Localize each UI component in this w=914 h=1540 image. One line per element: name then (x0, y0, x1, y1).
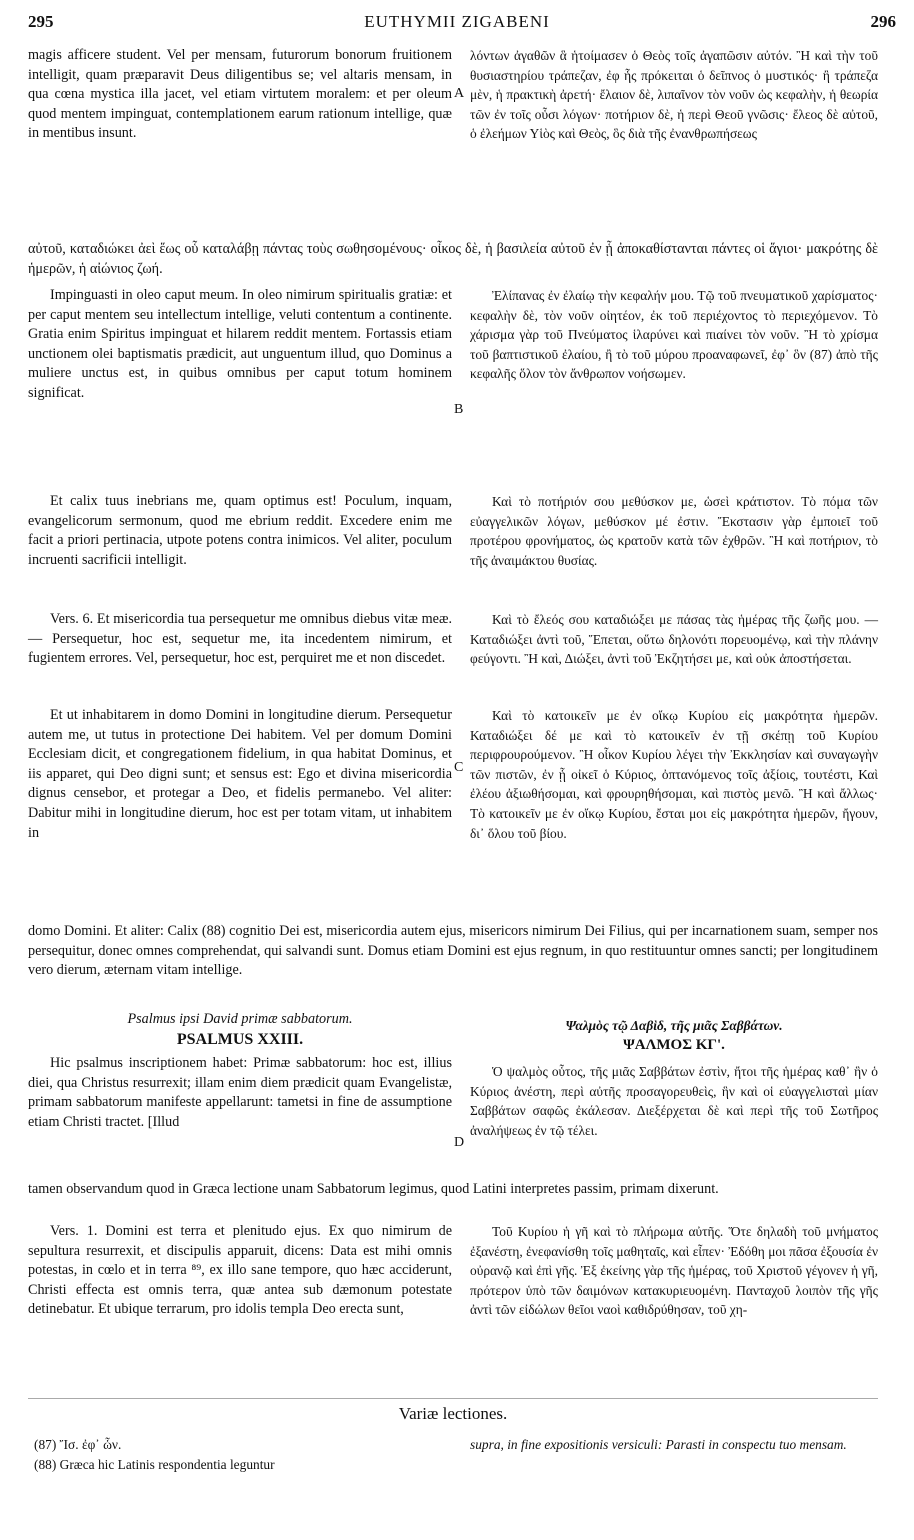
greek-fullwidth-line: αὐτοῦ, καταδιώκει ἀεὶ ἕως οὗ καταλάβῃ πάντας τοὺς σωθησομένους· οἶκος δὲ, ἡ βασιλεία αὐτοῦ ἐν ᾗ ἀποκαθίστανται πάντες οἱ ἅγιοι· μακρότης δὲ ἡμερῶν, ἡ αἰώνιος ζωή. (28, 241, 878, 277)
margin-letter-d: D (454, 1135, 465, 1150)
running-title: EUTHYMII ZIGABENI (364, 12, 550, 31)
latin-paragraph-1: magis afficere student. Vel per mensam, futurorum bonorum fruitionem intelligit, quam præparavit Deus diligentibus se; vel altaris mensam, in qua cœna mystica illa jacet, vel etiam virtutem moralem: et per oleum quod mentem impinguat, contemplationem earum rationum intellige, quæ in mentibus insunt. (28, 47, 452, 142)
latin-paragraph-4: Vers. 6. Et misericordia tua persequetur me omnibus diebus vitæ meæ. — Persequetur, hoc est, sequetur me, ita incedentem nimirum, et fugientem errores. Vel, persequetur, hoc est, perquiret me et non discedet. (28, 611, 452, 667)
latin-fullwidth-note: tamen observandum quod in Græca lectione unam Sabbatorum legimus, quod Latini interpretes passim, primam dixerunt. (28, 1181, 719, 1197)
margin-letter-b: B (454, 402, 464, 417)
footnote-87: (87) Ἴσ. ἐφ᾽ ὧν. (34, 1437, 122, 1452)
variae-lectiones-heading: Variæ lectiones. (398, 1404, 508, 1423)
greek-paragraph-2: Ἐλίπανας ἐν ἐλαίῳ τὴν κεφαλήν μου. Τῷ τοῦ πνευματικοῦ χαρίσματος· κεφαλὴν δὲ, τὸν νοῦν οἰητέον, ἐκ τοῦ περιέχοντος τὸ περιεχόμενον. Τὸ χάρισμα γὰρ τοῦ Πνεύματος ἱλαρύνει καὶ πιαίνει τὸν νοῦν. Ἢ τὸ χρίσμα τοῦ βαπτιστικοῦ ἐλαίου, ἢ τὸ τοῦ μύρου προαναφωνεῖ, ἐφ᾽ ὃν (87) ἀπὸ τῆς κεφαλῆς ὅλον τὸν ἄνθρωπον νοήσωμεν. (470, 288, 878, 382)
latin-paragraph-5: Et ut inhabitarem in domo Domini in longitudine dierum. Persequetur autem me, ut tutus in protectione Dei habitem. Vel per domum Domini Ecclesiam dicit, et congregationem fidelium, in qua habitat Dominus, et iis apparet, qui Deo digni sunt; et sensus est: Ego et divina misericordia dignus censebor, et protegar a Deo, et fidelis permanebo. Vel aliter: Dabitur mihi in longitudine dierum, hoc est per totam vitam, ut inhabitem in (28, 707, 452, 841)
greek-paragraph-7: Τοῦ Κυρίου ἡ γῆ καὶ τὸ πλήρωμα αὐτῆς. Ὅτε δηλαδὴ τοῦ μνήματος ἐξανέστη, ἐνεφανίσθη τοῖς μαθηταῖς, καὶ εἶπεν· Ἐδόθη μοι πᾶσα ἐξουσία ἐν οὐρανῷ καὶ ἐπὶ γῆς. Ἐξ ἐκείνης γὰρ τῆς ἡμέρας, τοῦ Χριστοῦ γέγονεν ἡ γῆ, πρότερον ὑπὸ τῶν δαιμόνων κατακυριευομένη. Πανταχοῦ λοιπὸν τῆς γῆς ἀντὶ τῶν εἰδώλων θεῖοι ναοὶ καθιδρύθησαν, τοῦ χη- (470, 1224, 878, 1318)
footnote-divider (28, 1398, 878, 1399)
latin-paragraph-7: Vers. 1. Domini est terra et plenitudo ejus. Ex quo nimirum de sepultura resurrexit, et discipulis apparuit, dicens: Data est mihi omnis potestas, in cœlo et in terra ⁸⁹, ex illo sane tempore, quo hæc acciderunt, Christi effecta est omnis terra, quæ antea sub dæmonum potestate detinebatur. Et ubique terrarum, pro idolis templa Deo erecta sunt, (28, 1223, 452, 1318)
latin-paragraph-2: Impinguasti in oleo caput meum. In oleo nimirum spiritualis gratiæ: et per caput mentem seu intellectum intellige, veluti contentum a continente. Gratia enim Spiritus impinguat et hilarem reddit mentem. Fortassis etiam unctionem olei baptismatis prædicit, aut unguentum illud, quo Dominus a muliere unctus est, in quibus omnibus per caput totum hominem significat. (28, 287, 452, 401)
greek-paragraph-4: Καὶ τὸ ἔλεός σου καταδιώξει με πάσας τὰς ἡμέρας τῆς ζωῆς μου. — Καταδιώξει ἀντὶ τοῦ, Ἕπεται, οὕτω δηλονότι πορευομένῳ, καὶ τὴν πλάνην φεύγοντι. Ἢ καὶ, Διώξει, ἀντὶ τοῦ Ἐκζητήσει με, καὶ οὐκ ἀποστήσεται. (470, 612, 878, 667)
running-header (0, 10, 914, 40)
psalm-heading-latin: PSALMUS XXIII. (176, 1031, 304, 1048)
page-number-right: 296 (870, 12, 896, 31)
psalm-heading-greek: ΨΑΛΜΟΣ ΚΓ'. (623, 1037, 725, 1053)
greek-paragraph-1: λόντων ἀγαθῶν ἃ ἡτοίμασεν ὁ Θεὸς τοῖς ἀγαπῶσιν αὐτόν. Ἢ καὶ τὴν τοῦ θυσιαστηρίου τράπεζαν, ἐφ ἧς πρόκειται ὁ δεῖπνος ὁ μυστικός· ἢ τράπεζα μὲν, ἡ πρακτικὴ ἀρετή· ἔλαιον δὲ, λιπαῖνον τὸν νοῦν ὡς κεφαλὴν, ἡ θεωρία τῶν ἐν τοῖς οὖσι λόγων· ποτήριον δὲ, ἡ περὶ Θεοῦ γνῶσις· ἔλεος δὲ αὐτοῦ, ὁ ἐλεήμων Υἱὸς καὶ Θεὸς, ὃς διὰ τῆς ἐνανθρωπήσεως (470, 48, 878, 142)
page-number-left: 295 (28, 12, 54, 31)
latin-paragraph-6: Hic psalmus inscriptionem habet: Primæ sabbatorum: hoc est, illius diei, qua Christus resurrexit; illam enim diem prædicit quam Evangelistæ, primam sabbatorum manifeste appellarunt: tametsi in fine de assumptione etiam Christi tractet. [Illud (28, 1055, 452, 1130)
margin-letter-a: A (454, 86, 465, 101)
psalm-title-greek: Ψαλμὸς τῷ Δαβὶδ, τῆς μιᾶς Σαββάτων. (565, 1018, 783, 1033)
footnote-88: (88) Græca hic Latinis respondentia leguntur (34, 1457, 275, 1472)
psalm-title-latin: Psalmus ipsi David primæ sabbatorum. (127, 1011, 353, 1027)
latin-paragraph-3: Et calix tuus inebrians me, quam optimus est! Poculum, inquam, evangelicorum sermonum, quod me ebrium reddit. Excedere enim me facit a priori pertinacia, utpote potens contra inimicos. Vel aliter, poculum incruenti sacrificii intelligit. (28, 493, 452, 568)
greek-paragraph-3: Καὶ τὸ ποτήριόν σου μεθύσκον με, ὡσεὶ κράτιστον. Τὸ πόμα τῶν εὐαγγελικῶν λόγων, μεθύσκον μέ ἐστιν. Ἔκστασιν γὰρ ἐμποιεῖ τοῦ προτέρου φρονήματος, ὡς κρατοῦν κατὰ τῶν ἐχθρῶν. Ἢ καὶ ποτήριον, τὸ τῆς ἀναιμάκτου θυσίας. (470, 494, 878, 568)
margin-letter-c: C (454, 760, 464, 775)
greek-paragraph-5: Καὶ τὸ κατοικεῖν με ἐν οἴκῳ Κυρίου εἰς μακρότητα ἡμερῶν. Καταδιώξει δέ με καὶ τὸ κατοικεῖν ἐν τῇ σκέπῃ τοῦ Κυρίου περιφρουρούμενον. Ἢ οἶκον Κυρίου λέγει τὴν Ἐκκλησίαν καὶ συναγωγὴν τῶν πιστῶν, ἐν ᾗ οἰκεῖ ὁ Κύριος, ὀπτανόμενος τοῖς ἀξίοις, τουτέστι, Καὶ ἐλέου ἀξιωθήσομαι, καὶ φρουρηθήσομαι, καὶ πιστὸς μενῶ. Ἢ καὶ ἄλλως· Τὸ κατοικεῖν με ἐν οἴκῳ Κυρίου, ἔσται μοι εἰς μακρότητα ἡμερῶν, ἤγουν, δι᾽ ὅλου τοῦ βίου. (470, 708, 878, 841)
latin-fullwidth-paragraph: domo Domini. Et aliter: Calix (88) cognitio Dei est, misericordia autem ejus, misericors nimirum Dei Filius, qui per incarnationem suam, semper nos persequitur, donec omnes comprehendat, qui salvandi sunt. Domus etiam Domini est ejus regnum, in quo restituuntur omnes sancti; per longitudinem vero dierum, æternam vitam intellige. (28, 923, 878, 979)
greek-paragraph-6: Ὁ ψαλμὸς οὗτος, τῆς μιᾶς Σαββάτων ἐστὶν, ἤτοι τῆς ἡμέρας καθ᾽ ἣν ὁ Κύριος ἀνέστη, περὶ αὐτῆς προσαγορευθεὶς, ἣν καὶ οἱ εὐαγγελισταὶ μίαν Σαββάτων σαφῶς ἐκάλεσαν. Διεξέρχεται δὲ καὶ περὶ τῆς τοῦ Σωτῆρος ἀναλήψεως ἐν τῷ τέλει. (470, 1064, 878, 1138)
footnote-88-continued: supra, in fine expositionis versiculi: Parasti in conspectu tuo mensam. (470, 1437, 847, 1452)
